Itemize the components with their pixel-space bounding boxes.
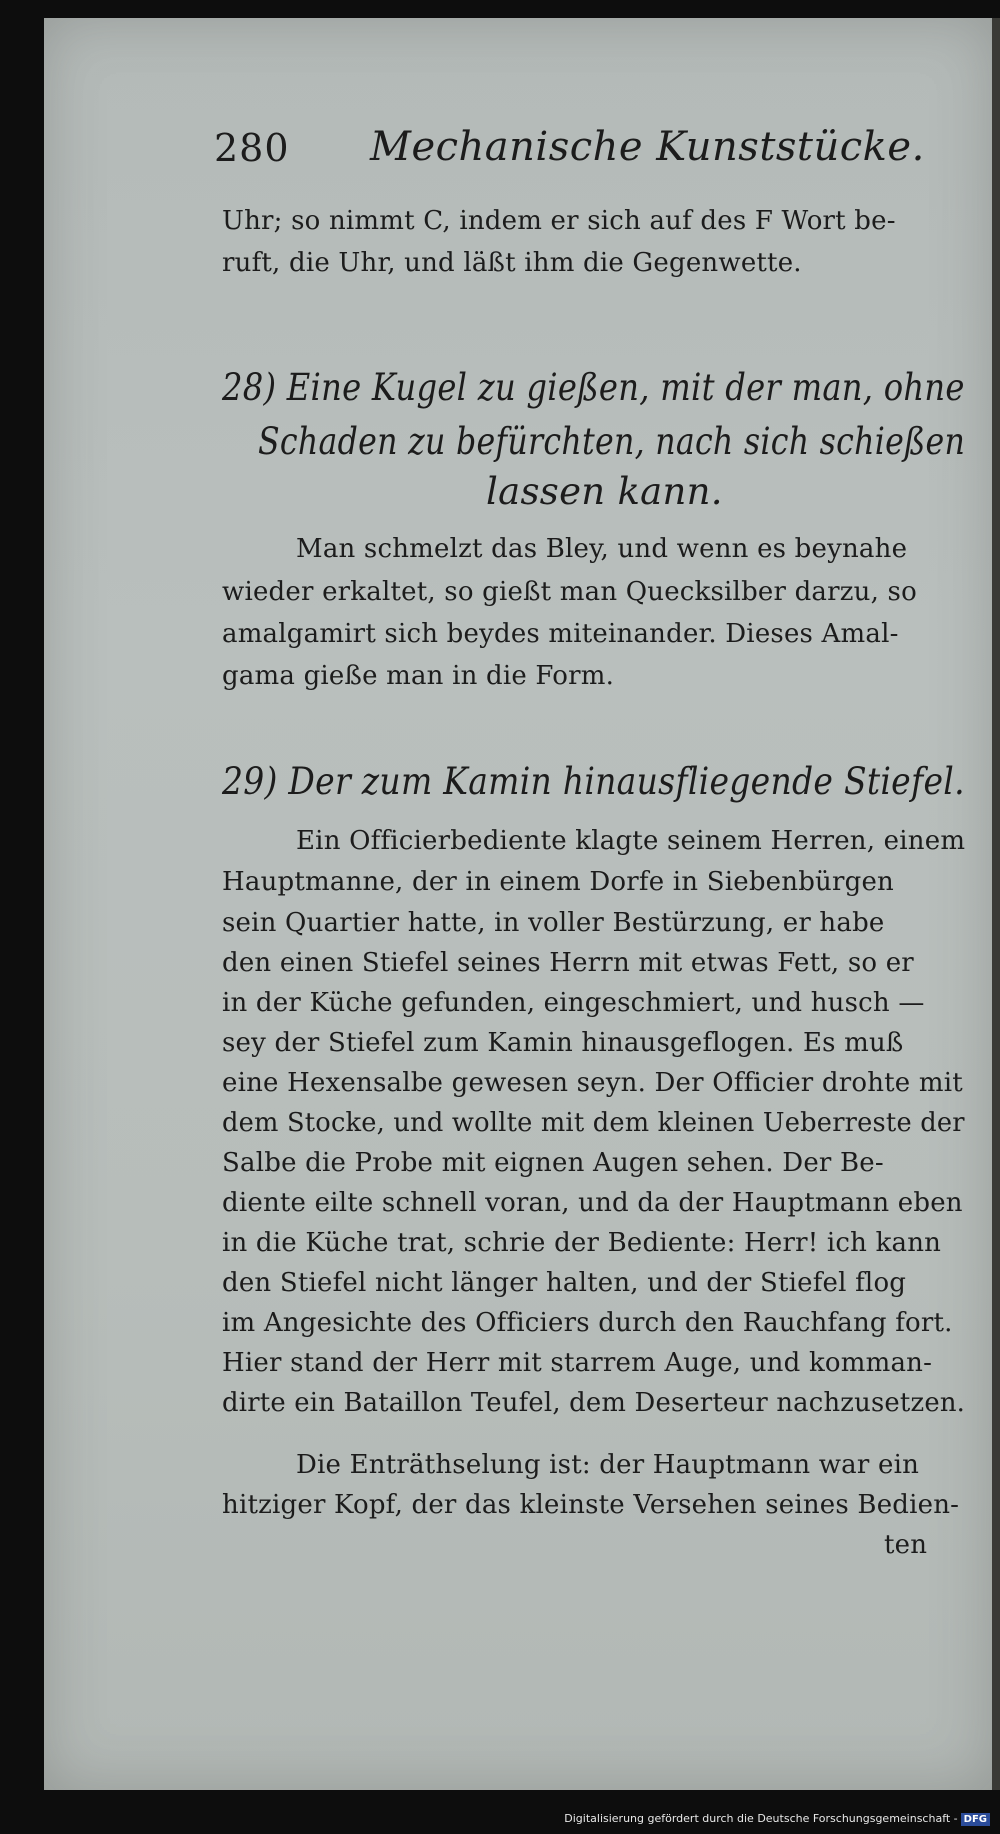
dfg-logo: DFG	[961, 1813, 990, 1826]
section-28-heading-line: Schaden zu befürchten, nach sich schießen	[258, 420, 966, 463]
book-page	[44, 18, 992, 1790]
section-29-body-line: Salbe die Probe mit eignen Augen sehen. Der Be-	[222, 1148, 884, 1178]
explanation-line: hitziger Kopf, der das kleinste Versehen seines Bedien-	[222, 1490, 960, 1520]
section-29-body-line: den einen Stiefel seines Herrn mit etwas Fett, so er	[222, 948, 914, 978]
section-29-body-line: Hauptmanne, der in einem Dorfe in Siebenbürgen	[222, 867, 894, 897]
continuation-line: ruft, die Uhr, und läßt ihm die Gegenwette.	[222, 248, 802, 278]
section-29-body-line: den Stiefel nicht länger halten, und der Stiefel flog	[222, 1268, 907, 1298]
section-29-body-line: Ein Officierbediente klagte seinem Herren, einem	[296, 826, 966, 856]
continuation-line: Uhr; so nimmt C, indem er sich auf des F Wort be-	[222, 206, 896, 236]
section-29-body-line: eine Hexensalbe gewesen seyn. Der Officier drohte mit	[222, 1068, 963, 1098]
digitization-credit	[564, 1812, 990, 1826]
section-29-body-line: dirte ein Bataillon Teufel, dem Deserteur nachzusetzen.	[222, 1388, 966, 1418]
section-29-body-line: Hier stand der Herr mit starrem Auge, und komman-	[222, 1348, 933, 1378]
section-29-body-line: in die Küche trat, schrie der Bediente: Herr! ich kann	[222, 1228, 942, 1258]
section-29-body-line: sey der Stiefel zum Kamin hinausgeflogen. Es muß	[222, 1028, 904, 1058]
section-28-body-line: amalgamirt sich beydes miteinander. Dieses Amal-	[222, 619, 899, 649]
running-title: Mechanische Kunststücke.	[370, 124, 925, 170]
explanation-line: Die Enträthselung ist: der Hauptmann war ein	[296, 1450, 920, 1480]
page-number: 280	[214, 126, 290, 170]
section-29-heading-line: 29) Der zum Kamin hinausfliegende Stiefel.	[222, 760, 965, 803]
catchword: ten	[884, 1530, 928, 1560]
section-29-body-line: im Angesichte des Officiers durch den Rauchfang fort.	[222, 1308, 953, 1338]
section-28-heading-line: lassen kann.	[486, 470, 723, 513]
section-28-body-line: wieder erkaltet, so gießt man Quecksilber darzu, so	[222, 577, 917, 607]
section-29-body-line: in der Küche gefunden, eingeschmiert, und husch —	[222, 988, 925, 1018]
section-28-body-line: gama gieße man in die Form.	[222, 661, 615, 691]
section-28-body-line: Man schmelzt das Bley, und wenn es beynahe	[296, 534, 908, 564]
credit-text: Digitalisierung gefördert durch die Deutsche Forschungsgemeinschaft -	[564, 1812, 958, 1825]
section-29-body-line: diente eilte schnell voran, und da der Hauptmann eben	[222, 1188, 963, 1218]
section-29-body-line: dem Stocke, und wollte mit dem kleinen Ueberreste der	[222, 1108, 965, 1138]
page-edge	[992, 18, 1000, 1790]
section-28-heading-line: 28) Eine Kugel zu gießen, mit der man, ohne	[222, 366, 965, 409]
section-29-body-line: sein Quartier hatte, in voller Bestürzung, er habe	[222, 908, 885, 938]
